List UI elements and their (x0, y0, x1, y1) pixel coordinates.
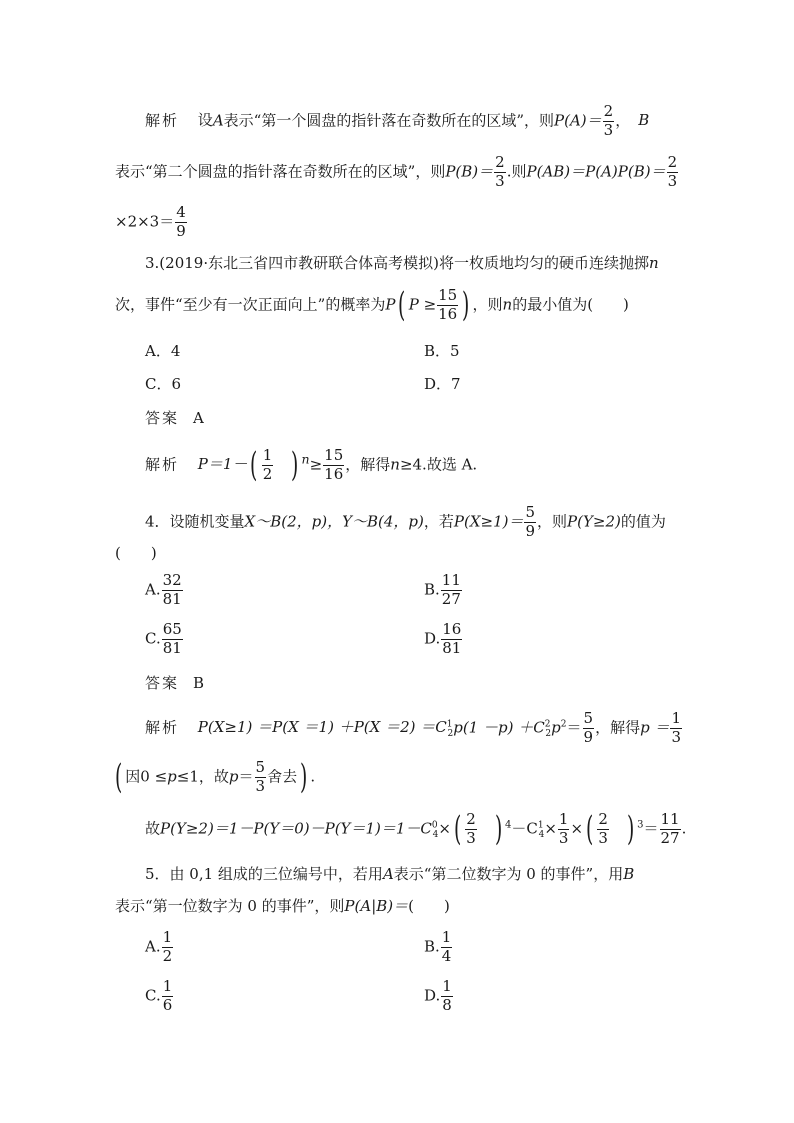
fraction: $\frac{2}{3}$ (466, 810, 476, 847)
option-a: A. $\frac{1}{2}$ (145, 928, 173, 965)
fraction: $\frac{1}{4}$ (441, 928, 452, 965)
fraction: $\frac{1}{2}$ (162, 928, 173, 965)
solution-q3: 解析 P＝1－( $\frac{1}{2}$ ) $^n$≥ $\frac{15}{16}$ ，解得n≥4.故选 A. (145, 445, 478, 486)
fraction: $\frac{5}{3}$ (255, 758, 266, 795)
answer-value: A (193, 409, 204, 427)
solution-label: 解析 (145, 718, 180, 737)
paren-right: ) (462, 285, 470, 326)
option-d: D．7 (424, 375, 461, 393)
solution-q2-line1: 解析 设A表示“第一个圆盘的指针落在奇数所在的区域”，则P(A)＝ $\frac{2}{3}$ ， B (145, 102, 650, 139)
fraction: $\frac{15}{16}$ (324, 446, 344, 483)
option-b: B．5 (424, 342, 460, 360)
option-c: C. $\frac{1}{6}$ (145, 977, 173, 1014)
fraction: $\frac{32}{81}$ (162, 571, 182, 608)
option-c: C. $\frac{65}{81}$ (145, 620, 182, 657)
fraction: $\frac{2}{3}$ (598, 810, 608, 847)
fraction: $\frac{2}{3}$ (495, 153, 505, 190)
solution-q2-line2: 表示“第二个圆盘的指针落在奇数所在的区域”，则P(B)＝ $\frac{2}{3}$ .则P(AB)＝P(A)P(B)＝ $\frac{2}{3}$ (115, 153, 678, 190)
answer-value: B (193, 674, 205, 692)
answer-label: 答案 (145, 674, 180, 692)
fraction: $\frac{15}{16}$ (438, 286, 458, 323)
option-b: B. $\frac{1}{4}$ (424, 928, 452, 965)
solution-q2-line3: ×2×3＝ $\frac{4}{9}$ (115, 203, 186, 240)
solution-q4-line1: 解析 $P(X\ge 1) =P(X =1) +P(X =2) =C^1_2p(1 -p) +C^2_2p^2=$ $\frac{5}{9}$ ，解得p ＝ $\frac{1}{3}$ (145, 709, 681, 746)
solution-label: 解析 (145, 111, 180, 130)
solution-label: 解析 (145, 455, 180, 474)
fraction: $\frac{1}{2}$ (262, 446, 273, 483)
fraction: $\frac{2}{3}$ (667, 153, 678, 190)
fraction: $\frac{1}{6}$ (162, 977, 173, 1014)
fraction: $\frac{11}{27}$ (660, 810, 680, 847)
question-5-stem-line1: 5．由 0,1 组成的三位编号中，若用A表示“第二位数字为 0 的事件”，用B (145, 865, 635, 883)
question-4-stem-line1: 4．设随机变量X～B(2，p)，Y～B(4，p)，若P(X≥1)＝ $\frac{5}{9}$ ，则P(Y≥2)的值为 (145, 503, 666, 540)
fraction: $\frac{1}{3}$ (558, 810, 569, 847)
fraction: $\frac{2}{3}$ (603, 102, 614, 139)
answer-line (145, 411, 204, 426)
option-c: C．6 (145, 375, 182, 393)
question-3-stem-line1: 3.(2019·东北三省四市教研联合体高考模拟)将一枚质地均匀的硬币连续抛掷n (145, 254, 659, 272)
fraction: $\frac{1}{3}$ (671, 709, 681, 746)
paren-left: ( (398, 285, 406, 326)
question-5-stem-line2: 表示“第一位数字为 0 的事件”，则P(A|B)＝( ) (115, 897, 450, 915)
solution-q4-line2: ( 因0 ≤p≤1，故p＝ $\frac{5}{3}$ 舍去) . (114, 757, 316, 798)
fraction: $\frac{65}{81}$ (162, 620, 182, 657)
fraction: $\frac{4}{9}$ (176, 203, 186, 240)
fraction: $\frac{11}{27}$ (441, 571, 461, 608)
answer-line (145, 676, 204, 691)
question-3-stem-line2: 次，事件“至少有一次正面向上”的概率为P( P ≥ $\frac{15}{16}$ ) ，则n的最小值为( ) (115, 285, 629, 326)
option-d: D. $\frac{1}{8}$ (424, 977, 452, 1014)
solution-q4-line3: 故$P(Y\ge 2)=1-P(Y=0)-P(Y=1)=1-C^0_4\times$( $\frac{2}{3}$ ) $^4-C^1_4\times$ $\frac{1}{3}$ ×( $\frac{2}{3}$ ) $^3$＝ $\frac{11}{27}$ . (145, 809, 687, 850)
fraction: $\frac{16}{81}$ (442, 620, 462, 657)
fraction: $\frac{5}{9}$ (583, 709, 594, 746)
answer-label: 答案 (145, 409, 180, 427)
fraction: $\frac{5}{9}$ (525, 503, 536, 540)
option-a: A．4 (145, 342, 181, 360)
option-d: D. $\frac{16}{81}$ (424, 620, 462, 657)
option-b: B. $\frac{11}{27}$ (424, 571, 461, 608)
fraction: $\frac{1}{8}$ (442, 977, 452, 1014)
question-4-stem-line2: ( ) (115, 544, 157, 562)
option-a: A. $\frac{32}{81}$ (145, 571, 182, 608)
